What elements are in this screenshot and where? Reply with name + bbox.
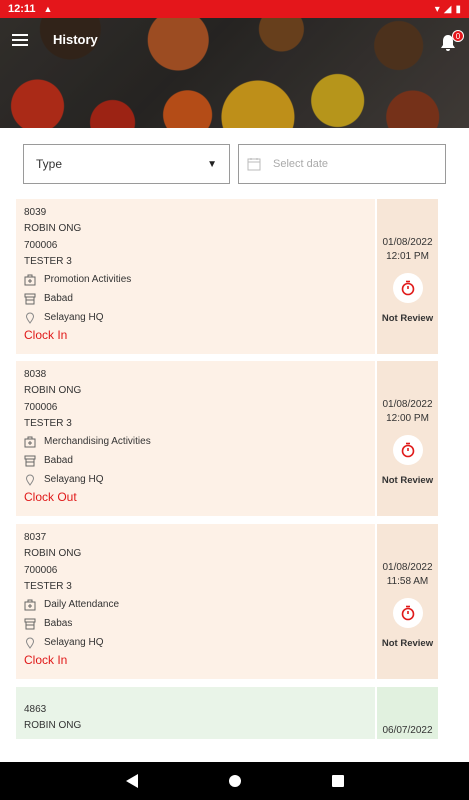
location-text: Selayang HQ (44, 637, 104, 649)
employee-name: ROBIN ONG (24, 385, 82, 397)
back-icon[interactable] (126, 774, 138, 788)
stopwatch-icon (393, 598, 423, 628)
activity-row (24, 432, 367, 451)
card-details (16, 524, 375, 679)
location-pin-icon (24, 312, 36, 324)
notification-button[interactable] (440, 31, 461, 54)
page-title: History (53, 32, 98, 47)
menu-icon[interactable] (12, 34, 28, 46)
tester-label: TESTER 3 (24, 580, 72, 592)
history-card[interactable] (16, 199, 438, 354)
location-row (24, 308, 367, 327)
store-icon (24, 618, 36, 630)
history-card[interactable] (16, 524, 438, 679)
employee-name: ROBIN ONG (24, 223, 82, 235)
review-status: Not Review (381, 475, 434, 486)
store-row (24, 451, 367, 470)
type-dropdown-label: Type (36, 157, 63, 171)
status-bar (0, 0, 469, 18)
employee-name: ROBIN ONG (24, 548, 82, 560)
wifi-icon: ▾ (434, 3, 440, 15)
clock-type: Clock In (24, 653, 68, 668)
store-text: Babad (44, 455, 73, 467)
review-status: Not Review (381, 638, 434, 649)
alert-icon: ▲ (43, 4, 53, 14)
caret-down-icon: ▼ (207, 158, 217, 170)
record-time: 12:01 PM (386, 251, 429, 262)
activity-row (24, 595, 367, 614)
record-datetime (382, 398, 432, 426)
store-row (24, 289, 367, 308)
record-id: 8037 (24, 532, 47, 543)
header-banner (0, 18, 469, 128)
record-id: 8038 (24, 369, 47, 380)
store-text: Babad (44, 293, 73, 305)
record-time: 12:00 PM (386, 413, 429, 424)
card-status (377, 199, 438, 354)
store-icon (24, 293, 36, 305)
activity-text: Merchandising Activities (44, 436, 151, 448)
record-id: 4863 (24, 704, 47, 715)
record-datetime (382, 561, 432, 589)
history-card[interactable] (16, 687, 438, 739)
record-date: 01/08/2022 (382, 562, 433, 573)
briefcase-icon (24, 274, 36, 286)
briefcase-icon (24, 436, 36, 448)
recent-apps-icon[interactable] (332, 775, 344, 787)
tester-label: TESTER 3 (24, 255, 72, 267)
tester-label: TESTER 3 (24, 417, 72, 429)
store-row (24, 614, 367, 633)
card-status (377, 524, 438, 679)
record-time: 11:58 AM (386, 576, 429, 587)
stopwatch-icon (393, 273, 423, 303)
location-pin-icon (24, 474, 36, 486)
card-details (16, 361, 375, 516)
battery-icon: ▮ (455, 3, 461, 15)
location-row (24, 633, 367, 652)
notification-badge: 0 (452, 30, 464, 42)
location-pin-icon (24, 637, 36, 649)
date-picker[interactable] (238, 144, 446, 184)
location-text: Selayang HQ (44, 474, 104, 486)
employee-code: 700006 (24, 564, 58, 576)
home-icon[interactable] (229, 775, 241, 787)
store-text: Babas (44, 618, 73, 630)
status-time: 12:11 (8, 3, 36, 15)
record-date: 06/07/2022 (382, 725, 433, 736)
calendar-icon (247, 157, 261, 171)
activity-text: Daily Attendance (44, 599, 120, 611)
card-details (16, 687, 375, 739)
clock-type: Clock In (24, 328, 68, 343)
status-icons (435, 4, 461, 15)
location-row (24, 470, 367, 489)
briefcase-icon (24, 599, 36, 611)
card-details (16, 199, 375, 354)
employee-code: 700006 (24, 239, 58, 251)
stopwatch-icon (393, 435, 423, 465)
location-text: Selayang HQ (44, 312, 104, 324)
system-nav-bar (0, 762, 469, 800)
history-card[interactable] (16, 361, 438, 516)
card-status (377, 361, 438, 516)
record-datetime (382, 236, 432, 264)
employee-name: ROBIN ONG (24, 720, 82, 732)
activity-text: Promotion Activities (44, 274, 132, 286)
review-status: Not Review (381, 313, 434, 324)
store-icon (24, 455, 36, 467)
card-status (377, 687, 438, 739)
date-placeholder: Select date (273, 158, 329, 170)
type-dropdown[interactable] (23, 144, 230, 184)
record-date: 01/08/2022 (382, 237, 433, 248)
record-date: 01/08/2022 (382, 399, 433, 410)
signal-icon: ◢ (443, 3, 452, 15)
employee-code: 700006 (24, 401, 58, 413)
record-id: 8039 (24, 207, 47, 218)
clock-type: Clock Out (24, 490, 77, 505)
activity-row (24, 270, 367, 289)
